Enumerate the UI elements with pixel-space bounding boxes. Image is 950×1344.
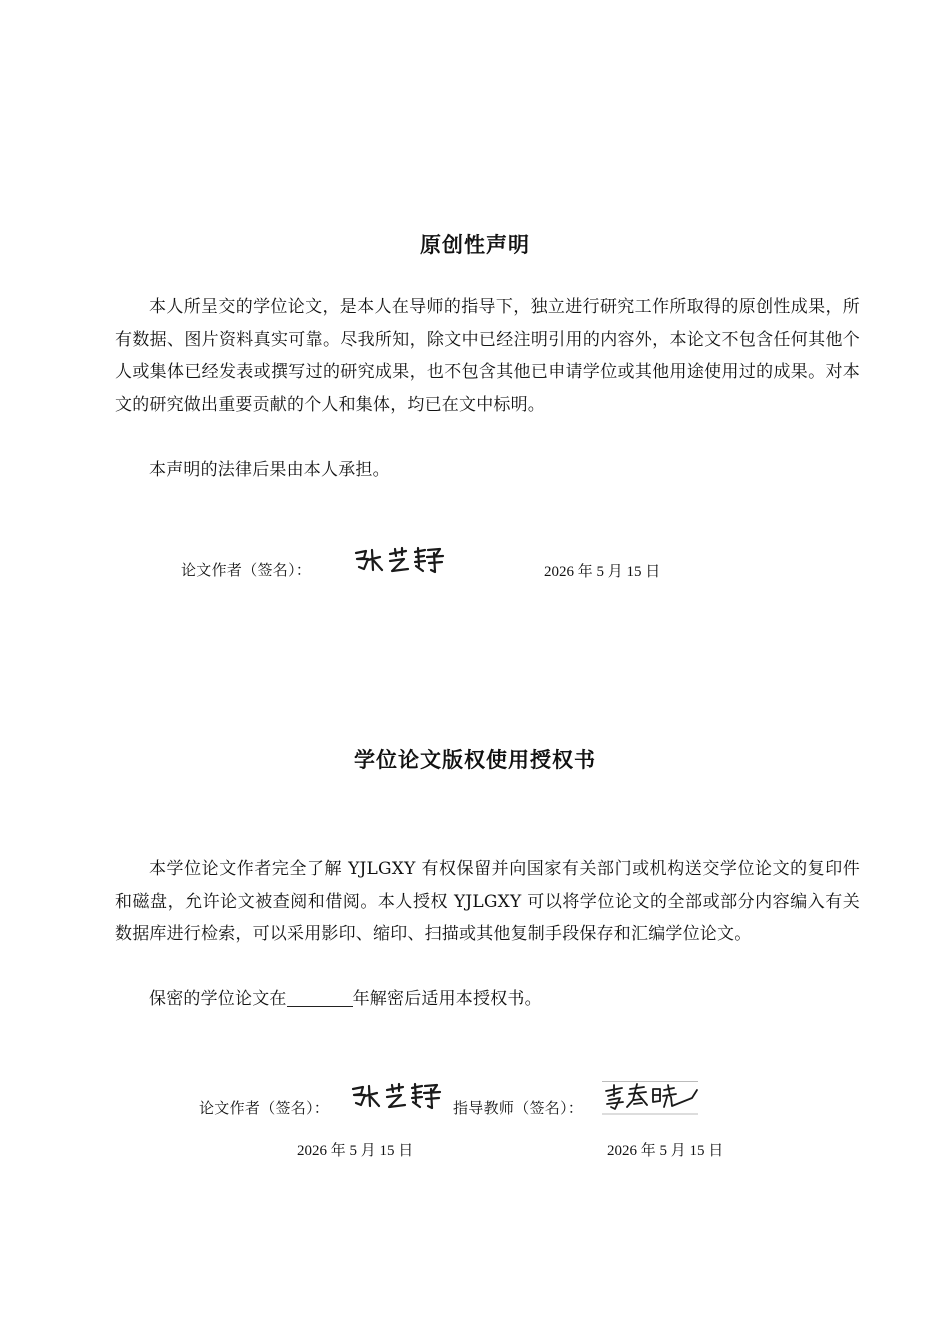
authorization-author-label: 论文作者（签名）： [199,1099,330,1117]
authorization-paragraph-1: 本学位论文作者完全了解 YJLGXY 有权保留并向国家有关部门或机构送交学位论文的复印件和磁盘，允许论文被查阅和借阅。本人授权 YJLGXY 可以将学位论文的全部或部分内容编入有关数据库进行检索，可以采用影印、缩印、扫描或其他复制手段保存和汇编学位论文。 [115,859,860,944]
declaration-author-label: 论文作者（签名）： [181,561,312,579]
declaration-paragraph-2: 本声明的法律后果由本人承担。 [149,460,390,480]
declaration-author-signature [352,544,447,576]
authorization-advisor-date: 2026 年 5 月 15 日 [607,1143,724,1159]
authorization-advisor-signature [600,1080,700,1116]
confidential-suffix: 年解密后适用本授权书。 [352,989,542,1009]
authorization-paragraph-2 [115,983,860,1016]
declaration-title: 原创性声明 [420,233,530,257]
authorization-author-signature [349,1080,444,1112]
declaration-paragraph-1: 本人所呈交的学位论文，是本人在导师的指导下，独立进行研究工作所取得的原创性成果，所有数据、图片资料真实可靠。尽我所知，除文中已经注明引用的内容外，本论文不包含任何其他个人或集体已经发表或撰写过的研究成果，也不包含其他已申请学位或其他用途使用过的成果。对本文的研究做出重要贡献的个人和集体，均已在文中标明。 [115,297,860,415]
declaration-date: 2026 年 5 月 15 日 [544,564,661,580]
authorization-author-date: 2026 年 5 月 15 日 [297,1143,414,1159]
authorization-title: 学位论文版权使用授权书 [354,748,596,772]
authorization-advisor-label: 指导教师（签名）： [453,1099,584,1117]
confidential-years-blank [287,989,353,1007]
confidential-prefix: 保密的学位论文在 [149,989,287,1009]
